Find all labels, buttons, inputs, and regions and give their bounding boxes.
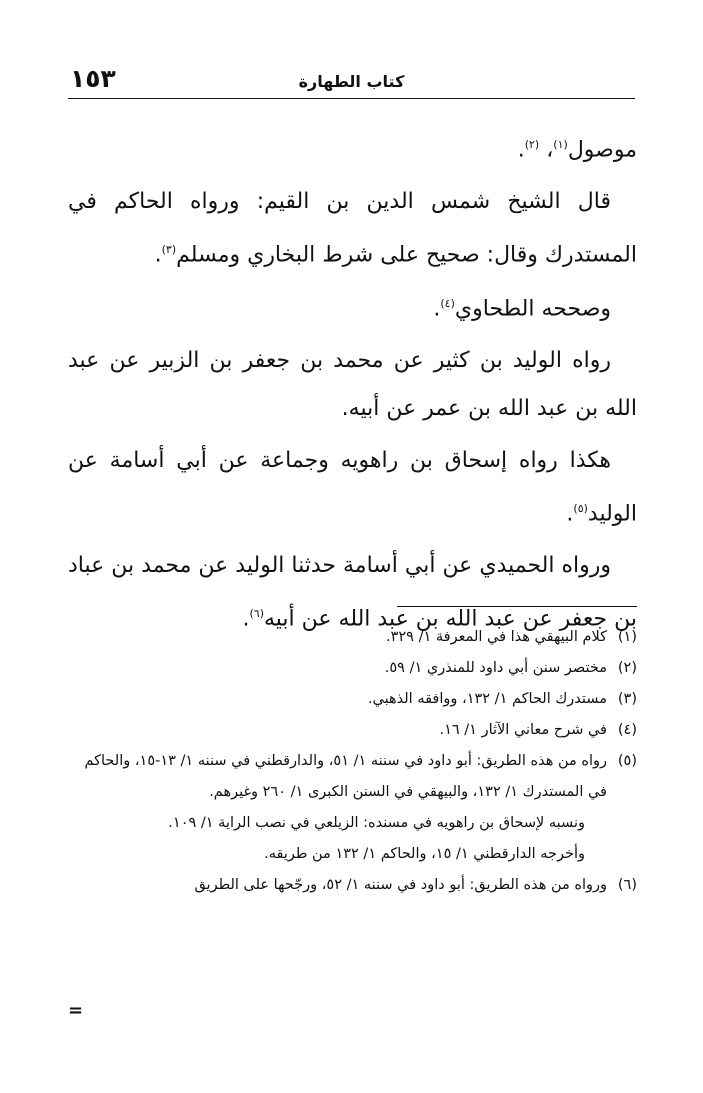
paragraph-5: هكذا رواه إسحاق بن راهويه وجماعة عن أبي أسامة عن الوليد$^{(٥)}$.: [68, 447, 637, 527]
footnote-number: (٤): [617, 722, 637, 738]
main-text: [68, 121, 637, 644]
footnote-separator: [397, 606, 637, 607]
footnote-5-continuation-b: [66, 839, 637, 870]
footnote-2: [66, 653, 637, 684]
paragraph-3: وصححه الطحاوي$^{(٤)}$.: [433, 295, 611, 321]
footnote-number: (٥): [617, 753, 637, 769]
footnote-4: [66, 715, 637, 746]
footnote-text: مختصر سنن أبي داود للمنذري ١/ ٥٩.: [384, 660, 607, 676]
page-header: [68, 64, 635, 99]
paragraph-6: ورواه الحميدي عن أبي أسامة حدثنا الوليد عن محمد بن عباد بن جعفر عن عبد الله بن عبد الله عن أبيه$^{(٦)}$.: [68, 553, 637, 632]
footnote-number: (٦): [617, 877, 637, 893]
footnote-number: (٢): [617, 660, 637, 676]
footnote-ref-3[interactable]: (٣): [161, 243, 177, 257]
footnote-text: مستدرك الحاكم ١/ ١٣٢، ووافقه الذهبي.: [367, 691, 607, 707]
footnote-5-continuation-a: [66, 808, 637, 839]
running-title: كتاب الطهارة: [298, 72, 405, 91]
footnote-ref-5[interactable]: (٥): [573, 501, 588, 515]
footnote-number: (٣): [617, 691, 637, 707]
footnote-5: [66, 746, 637, 808]
footnote-ref-4[interactable]: (٤): [440, 296, 455, 310]
footnote-6: [66, 870, 637, 901]
footnote-ref-1[interactable]: (١): [553, 138, 568, 151]
footnote-text: وأخرجه الدارقطني ١/ ١٥، والحاكم ١/ ١٣٢ من طريقه.: [264, 846, 585, 862]
footnote-1: [66, 622, 637, 653]
paragraph-1: موصول$^{(١)}$، $^{(٢)}$.: [517, 137, 637, 163]
footnote-text: رواه من هذه الطريق: أبو داود في سننه ١/ ٥١، والدارقطني في سننه ١/ ١٣-١٥، والحاكم في المستدرك ١/ ١٣٢، والبيهقي في السنن الكبرى ١/ ٢٦٠ وغيرهم.: [84, 753, 607, 800]
footnote-text: في شرح معاني الآثار ١/ ١٦.: [439, 722, 607, 738]
footnote-text: ونسبه لإسحاق بن راهويه في مسنده: الزيلعي في نصب الراية ١/ ١٠٩.: [168, 815, 585, 831]
page-number: ١٥٣: [70, 64, 116, 93]
footnote-text: كلام البيهقي هذا في المعرفة ١/ ٣٢٩.: [386, 629, 607, 645]
paragraph-2: قال الشيخ شمس الدين بن القيم: ورواه الحاكم في المستدرك وقال: صحيح على شرط البخاري ومسلم$^{(٣)}$.: [68, 189, 637, 268]
paragraph-4: رواه الوليد بن كثير عن محمد بن جعفر بن الزبير عن عبد الله بن عبد الله بن عمر عن أبيه.: [68, 347, 637, 421]
footnote-3: [66, 684, 637, 715]
footnotes: [66, 622, 637, 901]
footnote-ref-2[interactable]: (٢): [524, 138, 540, 151]
footnote-number: (١): [617, 629, 637, 645]
continuation-mark: =: [68, 1000, 84, 1021]
footnote-ref-6[interactable]: (٦): [249, 607, 264, 621]
footnote-text: ورواه من هذه الطريق: أبو داود في سننه ١/ ٥٢، ورجّحها على الطريق: [194, 877, 607, 893]
